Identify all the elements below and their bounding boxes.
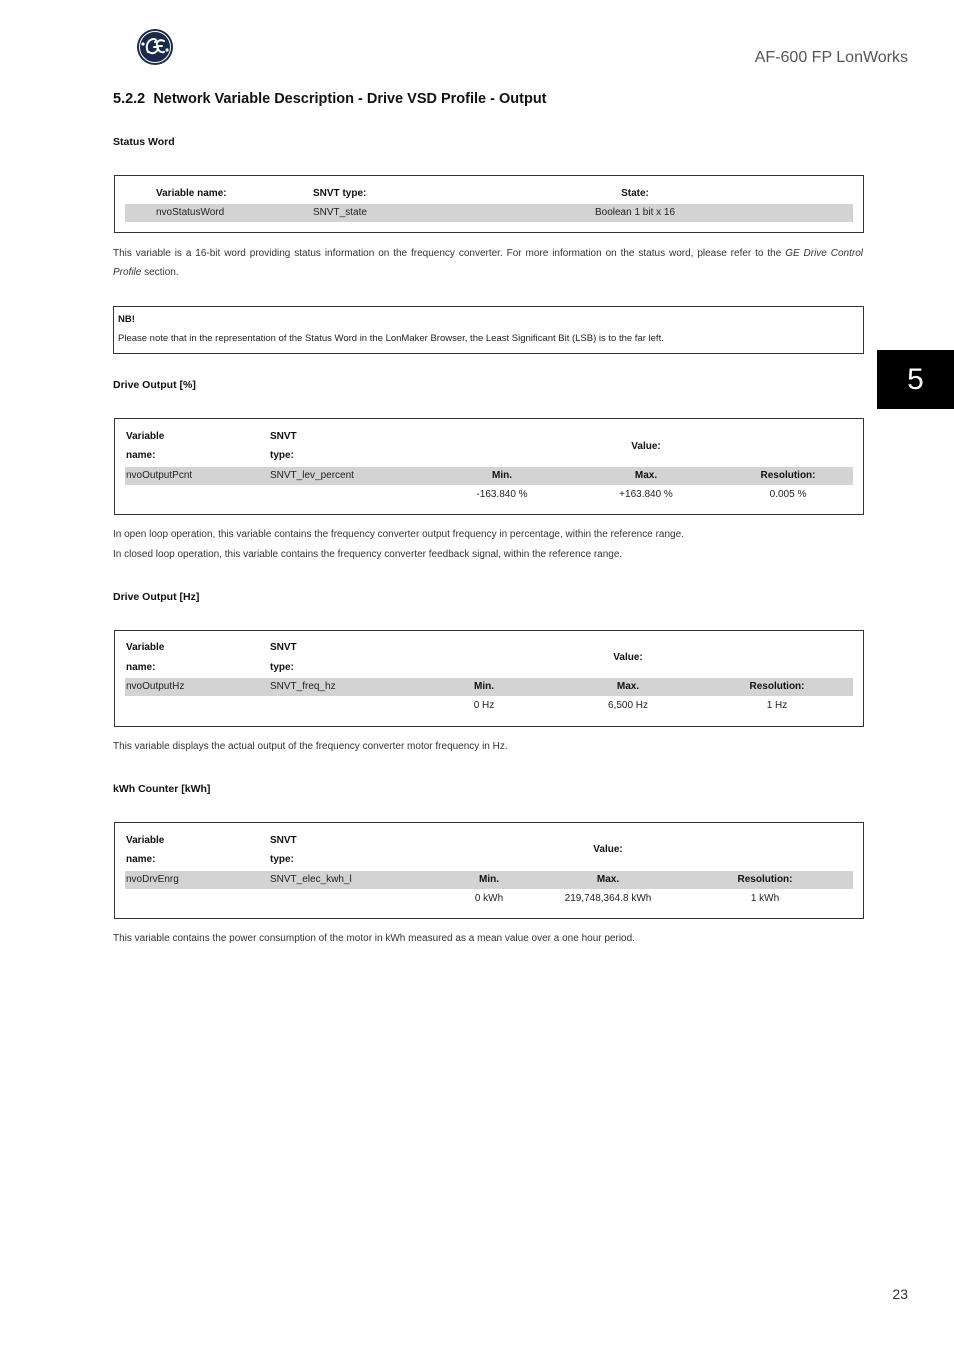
section-title: Network Variable Description - Drive VSD Profile - Output: [153, 91, 547, 107]
col-min-label: Min.: [479, 874, 499, 885]
table-row: [125, 871, 853, 889]
col-snvt-label: SNVT: [270, 431, 297, 442]
col-variable-label: Variable: [126, 431, 165, 442]
table-row: [125, 467, 853, 485]
drive-output-hz-heading: Drive Output [Hz]: [113, 591, 200, 603]
col-name-label: name:: [126, 450, 156, 461]
table-row: [125, 204, 853, 222]
kwh-counter-heading: kWh Counter [kWh]: [113, 783, 211, 795]
note-box: [113, 306, 864, 354]
note-text: Please note that in the representation of the Status Word in the LonMaker Browser, the Least Significant Bit (LSB) is to the far left.: [118, 333, 664, 344]
col-resolution-label: Resolution:: [760, 470, 816, 481]
col-variable-label: Variable: [126, 835, 165, 846]
table-row: [125, 678, 853, 696]
note-title: NB!: [118, 314, 135, 325]
variable-name-value: nvoOutputHz: [126, 681, 185, 692]
kwh-counter-description: This variable contains the power consumption of the motor in kWh measured as a mean value over a one hour period.: [113, 933, 635, 944]
snvt-type-value: SNVT_freq_hz: [270, 681, 336, 692]
drive-output-pct-description-open-loop: In open loop operation, this variable contains the frequency converter output frequency in percentage, within the reference range.: [113, 529, 684, 540]
snvt-type-value: SNVT_lev_percent: [270, 470, 354, 481]
drive-output-pct-heading: Drive Output [%]: [113, 379, 196, 391]
resolution-value: 1 kWh: [750, 893, 780, 904]
col-snvt-label: SNVT: [270, 642, 297, 653]
profile-reference: GE Drive Control Profile: [113, 248, 864, 278]
col-snvt-label: SNVT: [270, 835, 297, 846]
kwh-counter-table: [114, 822, 864, 919]
section-number: 5.2.2: [113, 91, 146, 107]
chapter-tab: 5: [877, 350, 954, 409]
col-snvt-type: SNVT type:: [313, 188, 367, 199]
col-value-label: Value:: [631, 441, 661, 452]
status-word-heading: Status Word: [113, 136, 175, 148]
snvt-type-value: SNVT_state: [313, 207, 367, 218]
drive-output-pct-description-closed-loop: In closed loop operation, this variable contains the frequency converter feedback signal, within the reference range.: [113, 549, 623, 560]
drive-output-hz-table: [114, 630, 864, 727]
col-max-label: Max.: [634, 470, 658, 481]
min-value: 0 Hz: [473, 700, 495, 711]
ge-logo-icon: [136, 28, 174, 66]
col-variable-name: Variable name:: [156, 188, 227, 199]
col-type-label: type:: [270, 854, 294, 865]
section-heading: [113, 91, 547, 107]
resolution-value: 1 Hz: [766, 700, 788, 711]
min-value: -163.840 %: [476, 489, 528, 500]
col-value-label: Value:: [593, 844, 623, 855]
page-number: 23: [892, 1286, 908, 1302]
col-state: State:: [621, 188, 649, 199]
col-min-label: Min.: [474, 681, 494, 692]
state-value: Boolean 1 bit x 16: [594, 207, 676, 218]
col-resolution-label: Resolution:: [749, 681, 805, 692]
col-type-label: type:: [270, 662, 294, 673]
col-resolution-label: Resolution:: [737, 874, 793, 885]
col-value-label: Value:: [613, 652, 643, 663]
resolution-value: 0.005 %: [769, 489, 807, 500]
col-min-label: Min.: [492, 470, 512, 481]
drive-output-pct-table: [114, 418, 864, 515]
col-variable-label: Variable: [126, 642, 165, 653]
document-title: AF-600 FP LonWorks: [754, 49, 908, 66]
variable-name-value: nvoOutputPcnt: [126, 470, 193, 481]
variable-name-value: nvoDrvEnrg: [126, 874, 179, 885]
col-name-label: name:: [126, 854, 156, 865]
drive-output-hz-description: This variable displays the actual output of the frequency converter motor frequency in Hz.: [113, 741, 508, 752]
max-value: 219,748,364.8 kWh: [564, 893, 652, 904]
col-max-label: Max.: [596, 874, 620, 885]
status-word-description: This variable is a 16-bit word providing status information on the frequency converter. For more information on the status word, please refer to the GE Drive Control Profile section.: [113, 248, 864, 278]
variable-name-value: nvoStatusWord: [156, 207, 225, 218]
snvt-type-value: SNVT_elec_kwh_l: [270, 874, 352, 885]
col-name-label: name:: [126, 662, 156, 673]
max-value: +163.840 %: [619, 489, 673, 500]
status-word-table: [114, 175, 864, 233]
max-value: 6,500 Hz: [607, 700, 649, 711]
min-value: 0 kWh: [474, 893, 504, 904]
col-max-label: Max.: [616, 681, 640, 692]
col-type-label: type:: [270, 450, 294, 461]
